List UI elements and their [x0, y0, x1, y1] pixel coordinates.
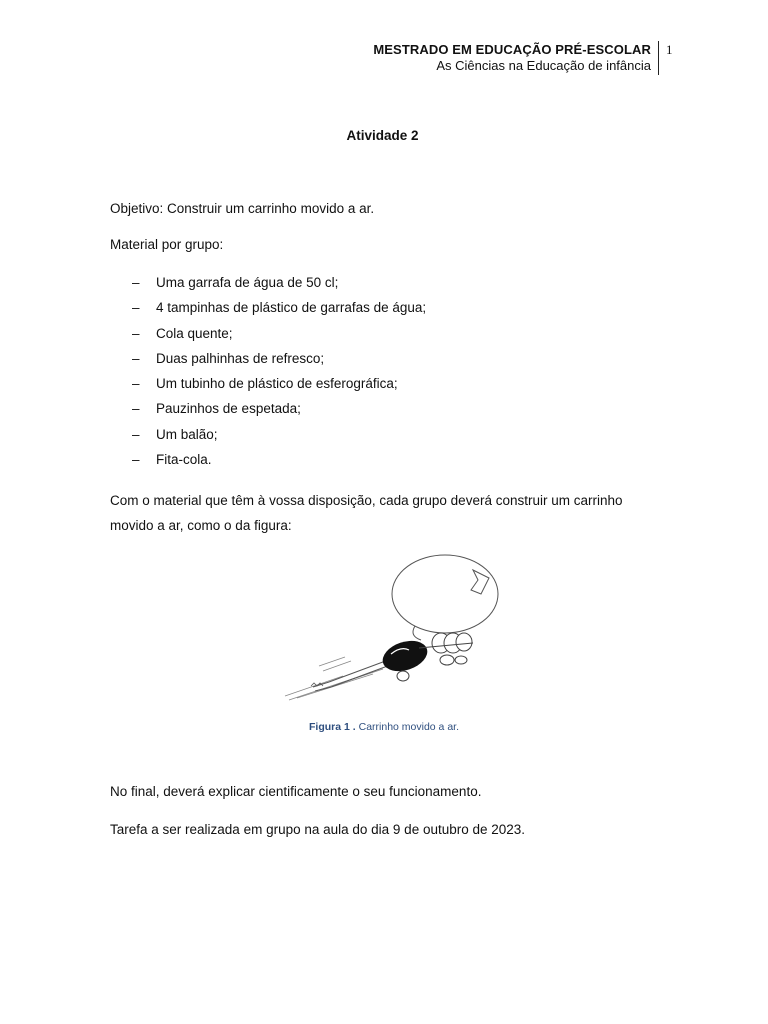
list-item: – Um tubinho de plástico de esferográfica;	[110, 376, 426, 401]
figure-caption	[0, 721, 768, 733]
list-item: – Duas palhinhas de refresco;	[110, 351, 426, 376]
balloon-car-drawing	[283, 548, 503, 708]
caption-text: Carrinho movido a ar.	[358, 721, 459, 733]
objective-text: Objetivo: Construir um carrinho movido a ar.	[110, 201, 375, 216]
page-header	[373, 42, 651, 74]
instructions-text: Com o material que têm à vossa disposição, cada grupo deverá construir um carrinho movido a ar, como o da figura:	[110, 493, 623, 533]
header-divider	[658, 41, 659, 75]
list-item: – Pauzinhos de espetada;	[110, 401, 426, 426]
activity-title: Atividade 2	[346, 128, 419, 143]
materials-list	[110, 275, 426, 477]
balloon-car-figure	[283, 548, 503, 708]
motion-lines	[285, 657, 383, 700]
list-marker: –	[132, 275, 140, 290]
deadline-text: Tarefa a ser realizada em grupo na aula do dia 9 de outubro de 2023.	[110, 822, 526, 837]
header-title: MESTRADO EM EDUCAÇÃO PRÉ-ESCOLAR	[373, 42, 651, 57]
caption-label: Figura 1 .	[309, 721, 356, 733]
header-subtitle: As Ciências na Educação de infância	[436, 58, 651, 73]
balloon	[392, 555, 498, 633]
list-marker: –	[132, 350, 140, 366]
list-item: – Um balão;	[110, 427, 426, 452]
list-item: – 4 tampinhas de plástico de garrafas de água;	[110, 300, 426, 325]
list-marker: –	[132, 300, 140, 316]
list-marker: –	[132, 401, 140, 417]
list-item: – Fita-cola.	[110, 452, 426, 477]
materials-intro: Material por grupo:	[110, 237, 224, 252]
list-marker: –	[132, 376, 140, 392]
list-item: – Cola quente;	[110, 326, 426, 351]
car-body	[379, 636, 431, 677]
list-marker: –	[132, 452, 140, 468]
conclusion-text: No final, deverá explicar cientificamente o seu funcionamento.	[110, 784, 482, 799]
page-number: 1	[666, 42, 673, 57]
list-item: – Uma garrafa de água de 50 cl;	[110, 275, 426, 300]
list-marker: –	[132, 426, 140, 442]
list-marker: –	[132, 325, 140, 341]
